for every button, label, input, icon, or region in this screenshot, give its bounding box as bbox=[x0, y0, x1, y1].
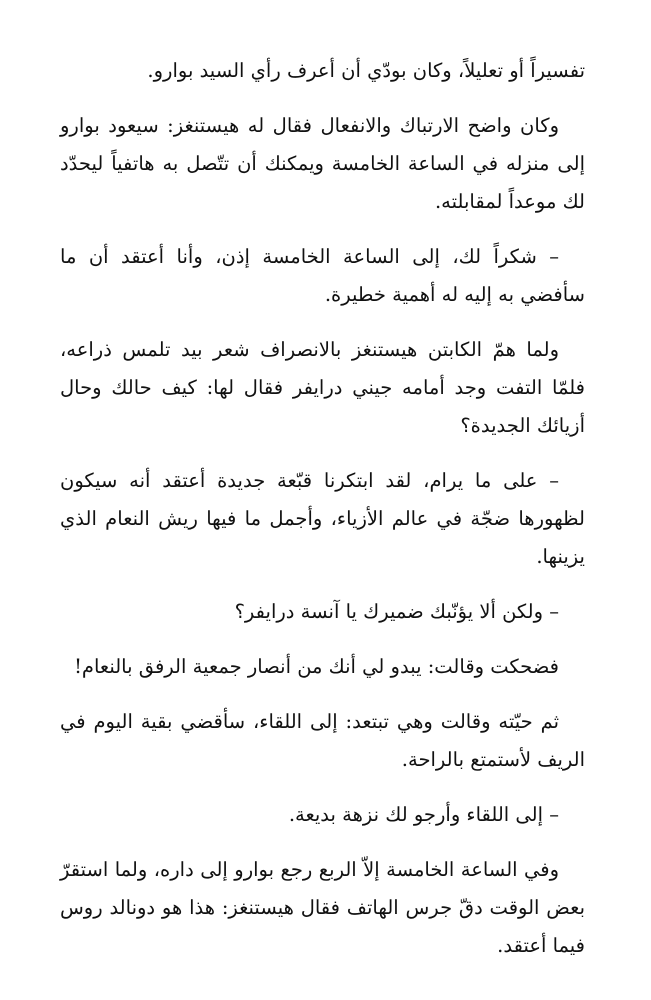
dialogue-line: – إلى اللقاء وأرجو لك نزهة بديعة. bbox=[288, 803, 559, 826]
paragraph: وكان واضح الارتباك والانفعال فقال له هيستنغز: سيعود بوارو إلى منزله في الساعة الخامسة ويمكنك أن تتّصل به هاتفياً ليحدّد لك موعداً لمقابلته. bbox=[60, 114, 585, 213]
paragraph: ثم حيّته وقالت وهي تبتعد: إلى اللقاء، سأقضي بقية اليوم في الريف لأستمتع بالراحة. bbox=[60, 710, 585, 771]
dialogue-line: – شكراً لك، إلى الساعة الخامسة إذن، وأنا أعتقد أن ما سأفضي به إليه له أهمية خطيرة. bbox=[60, 245, 585, 306]
paragraph: فضحكت وقالت: يبدو لي أنك من أنصار جمعية الرفق بالنعام! bbox=[74, 655, 559, 678]
dialogue-line: – على ما يرام، لقد ابتكرنا قبّعة جديدة أعتقد أنه سيكون لظهورها ضجّة في عالم الأزياء، وأجمل ما فيها ريش النعام الذي يزينها. bbox=[60, 469, 585, 568]
paragraph: ولما همّ الكابتن هيستنغز بالانصراف شعر بيد تلمس ذراعه، فلمّا التفت وجد أمامه جيني درايفر فقال لها: كيف حالك وحال أزيائك الجديدة؟ bbox=[60, 338, 586, 437]
paragraph: تفسيراً أو تعليلاً، وكان بودّي أن أعرف رأي السيد بوارو. bbox=[147, 59, 585, 82]
dialogue-line: – ولكن ألا يؤنّبك ضميرك يا آنسة درايفر؟ bbox=[234, 600, 559, 623]
paragraph: وفي الساعة الخامسة إلاّ الربع رجع بوارو إلى داره، ولما استقرّ بعض الوقت دقّ جرس الهاتف فقال هيستنغز: هذا هو دونالد روس فيما أعتقد. bbox=[60, 858, 585, 957]
